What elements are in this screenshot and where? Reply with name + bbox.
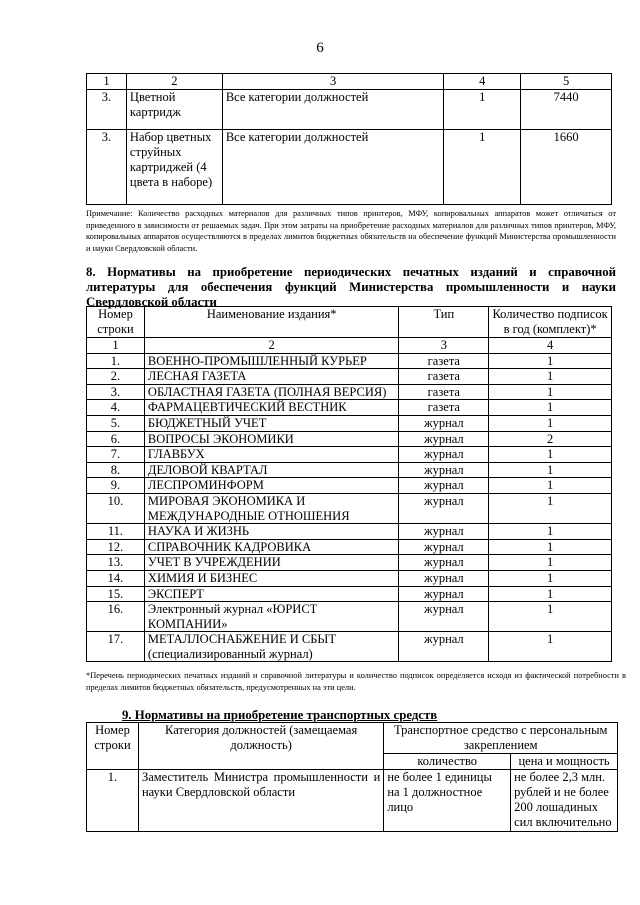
table-row [87, 586, 612, 602]
col-number: 4 [444, 74, 521, 90]
table-row [87, 415, 612, 431]
row-number: 10. [87, 493, 145, 523]
subscription-count: 1 [489, 539, 612, 555]
vehicle-price-power: не более 2,3 млн. рублей и не более 200 лошадиных сил включительно [511, 770, 618, 832]
subscription-count: 1 [489, 632, 612, 662]
subscription-count: 1 [489, 602, 612, 632]
publication-type: журнал [399, 632, 489, 662]
subscription-count: 1 [489, 353, 612, 369]
publication-type: журнал [399, 447, 489, 463]
col-numbers-row [87, 338, 612, 354]
col-header-quantity: количество [384, 754, 511, 770]
publication-name: БЮДЖЕТНЫЙ УЧЕТ [144, 415, 399, 431]
table-row [87, 555, 612, 571]
subscription-count: 1 [489, 493, 612, 523]
col-number: 3 [399, 338, 489, 354]
publication-name: ДЕЛОВОЙ КВАРТАЛ [144, 462, 399, 478]
publication-name: МЕТАЛЛОСНАБЖЕНИЕ И СБЫТ (специализированный журнал) [144, 632, 399, 662]
row-number: 4. [87, 400, 145, 416]
vehicles-table [86, 722, 618, 832]
publication-name: ОБЛАСТНАЯ ГАЗЕТА (ПОЛНАЯ ВЕРСИЯ) [144, 384, 399, 400]
cartridge-table [86, 73, 612, 205]
item-quantity: 1 [444, 130, 521, 205]
publication-name: НАУКА И ЖИЗНЬ [144, 524, 399, 540]
item-quantity: 1 [444, 90, 521, 130]
publication-type: газета [399, 353, 489, 369]
page-number: 6 [316, 40, 324, 56]
subscription-count: 1 [489, 369, 612, 385]
table-row [87, 462, 612, 478]
row-number: 13. [87, 555, 145, 571]
publication-type: журнал [399, 524, 489, 540]
col-header-subscriptions: Количество подписок в год (комплект)* [489, 307, 612, 338]
periodicals-table [86, 306, 612, 662]
table-row [87, 770, 618, 832]
row-number: 3. [87, 384, 145, 400]
col-header-vehicle: Транспортное средство с персональным закреплением [384, 723, 618, 754]
item-name: Цветной картридж [126, 90, 222, 130]
subscription-count: 1 [489, 555, 612, 571]
publication-name: ВОЕННО-ПРОМЫШЛЕННЫЙ КУРЬЕР [144, 353, 399, 369]
subscription-count: 2 [489, 431, 612, 447]
row-number: 1. [87, 353, 145, 369]
col-number: 2 [126, 74, 222, 90]
note-consumables: Примечание: Количество расходных материалов для различных типов принтеров, МФУ, копировальных аппаратов может отличаться от приведенного в зависимости от решаемых задач. При этом затраты на приобретение расходных материалов для различных типов принтеров, МФУ, копировальных аппаратов осуществляются в пределах лимитов бюджетных обязательств на обеспечение функций Министерства промышленности и науки Свердловской области. [86, 209, 616, 253]
subscription-count: 1 [489, 524, 612, 540]
table-row [87, 524, 612, 540]
row-number: 11. [87, 524, 145, 540]
col-header-category: Категория должностей (замещаемая должность) [138, 723, 383, 770]
section-8-heading: 8. Нормативы на приобретение периодических печатных изданий и справочной литературы для обеспечения функций Министерства промышленности и науки Свердловской области [86, 265, 616, 309]
publication-name: ГЛАВБУХ [144, 447, 399, 463]
table-row [87, 353, 612, 369]
table-row [87, 369, 612, 385]
note-periodicals: *Перечень периодических печатных изданий и справочной литературы и количество подписок определяется исходя из фактической потребности в пределах лимитов бюджетных обязательств, предусмотренных на эти цели. [86, 671, 626, 692]
subscription-count: 1 [489, 570, 612, 586]
publication-name: ВОПРОСЫ ЭКОНОМИКИ [144, 431, 399, 447]
publication-type: журнал [399, 539, 489, 555]
publication-name: ЛЕСПРОМИНФОРМ [144, 478, 399, 494]
row-number: 1. [87, 770, 139, 832]
col-number: 3 [222, 74, 444, 90]
row-number: 3. [87, 130, 127, 205]
row-number: 6. [87, 431, 145, 447]
item-name: Набор цветных струйных картриджей (4 цвета в наборе) [126, 130, 222, 205]
row-number: 7. [87, 447, 145, 463]
row-number: 2. [87, 369, 145, 385]
subscription-count: 1 [489, 384, 612, 400]
subscription-count: 1 [489, 415, 612, 431]
publication-name: УЧЕТ В УЧРЕЖДЕНИИ [144, 555, 399, 571]
publication-name: МИРОВАЯ ЭКОНОМИКА И МЕЖДУНАРОДНЫЕ ОТНОШЕНИЯ [144, 493, 399, 523]
item-price: 7440 [521, 90, 612, 130]
table-row [87, 400, 612, 416]
publication-type: журнал [399, 462, 489, 478]
subscription-count: 1 [489, 586, 612, 602]
col-number: 1 [87, 338, 145, 354]
item-category: Все категории должностей [222, 90, 444, 130]
row-number: 12. [87, 539, 145, 555]
table-row [87, 431, 612, 447]
item-category: Все категории должностей [222, 130, 444, 205]
col-header-title: Наименование издания* [144, 307, 399, 338]
row-number: 5. [87, 415, 145, 431]
col-number: 2 [144, 338, 399, 354]
table-row [87, 632, 612, 662]
row-number: 9. [87, 478, 145, 494]
publication-type: газета [399, 384, 489, 400]
publication-type: газета [399, 369, 489, 385]
section-9-heading-text: 9. Нормативы на приобретение транспортных средств [122, 708, 438, 722]
subscription-count: 1 [489, 447, 612, 463]
col-number: 4 [489, 338, 612, 354]
col-number: 5 [521, 74, 612, 90]
row-number: 15. [87, 586, 145, 602]
publication-type: журнал [399, 586, 489, 602]
table-row [87, 384, 612, 400]
publication-name: ХИМИЯ И БИЗНЕС [144, 570, 399, 586]
section-9-heading [122, 708, 592, 723]
row-number: 3. [87, 90, 127, 130]
col-number: 1 [87, 74, 127, 90]
table-header-row [87, 723, 618, 754]
position-category: Заместитель Министра промышленности и науки Свердловской области [138, 770, 383, 832]
subscription-count: 1 [489, 462, 612, 478]
table-row [87, 539, 612, 555]
table-header-row [87, 74, 612, 90]
subscription-count: 1 [489, 400, 612, 416]
publication-name: ЭКСПЕРТ [144, 586, 399, 602]
subscription-count: 1 [489, 478, 612, 494]
publication-type: газета [399, 400, 489, 416]
table-row [87, 602, 612, 632]
item-price: 1660 [521, 130, 612, 205]
col-header-number: Номер строки [87, 723, 139, 770]
publication-name: ФАРМАЦЕВТИЧЕСКИЙ ВЕСТНИК [144, 400, 399, 416]
table-row [87, 478, 612, 494]
table-row [87, 90, 612, 130]
table-row [87, 570, 612, 586]
col-header-price: цена и мощность [511, 754, 618, 770]
row-number: 17. [87, 632, 145, 662]
vehicle-quantity: не более 1 единицы на 1 должностное лицо [384, 770, 511, 832]
row-number: 14. [87, 570, 145, 586]
publication-name: СПРАВОЧНИК КАДРОВИКА [144, 539, 399, 555]
col-header-type: Тип [399, 307, 489, 338]
table-header-row [87, 307, 612, 338]
table-row [87, 130, 612, 205]
col-header-number: Номер строки [87, 307, 145, 338]
table-row [87, 493, 612, 523]
publication-name: ЛЕСНАЯ ГАЗЕТА [144, 369, 399, 385]
publication-name: Электронный журнал «ЮРИСТ КОМПАНИИ» [144, 602, 399, 632]
row-number: 16. [87, 602, 145, 632]
publication-type: журнал [399, 493, 489, 523]
publication-type: журнал [399, 431, 489, 447]
publication-type: журнал [399, 602, 489, 632]
publication-type: журнал [399, 478, 489, 494]
table-row [87, 447, 612, 463]
publication-type: журнал [399, 570, 489, 586]
publication-type: журнал [399, 415, 489, 431]
publication-type: журнал [399, 555, 489, 571]
row-number: 8. [87, 462, 145, 478]
